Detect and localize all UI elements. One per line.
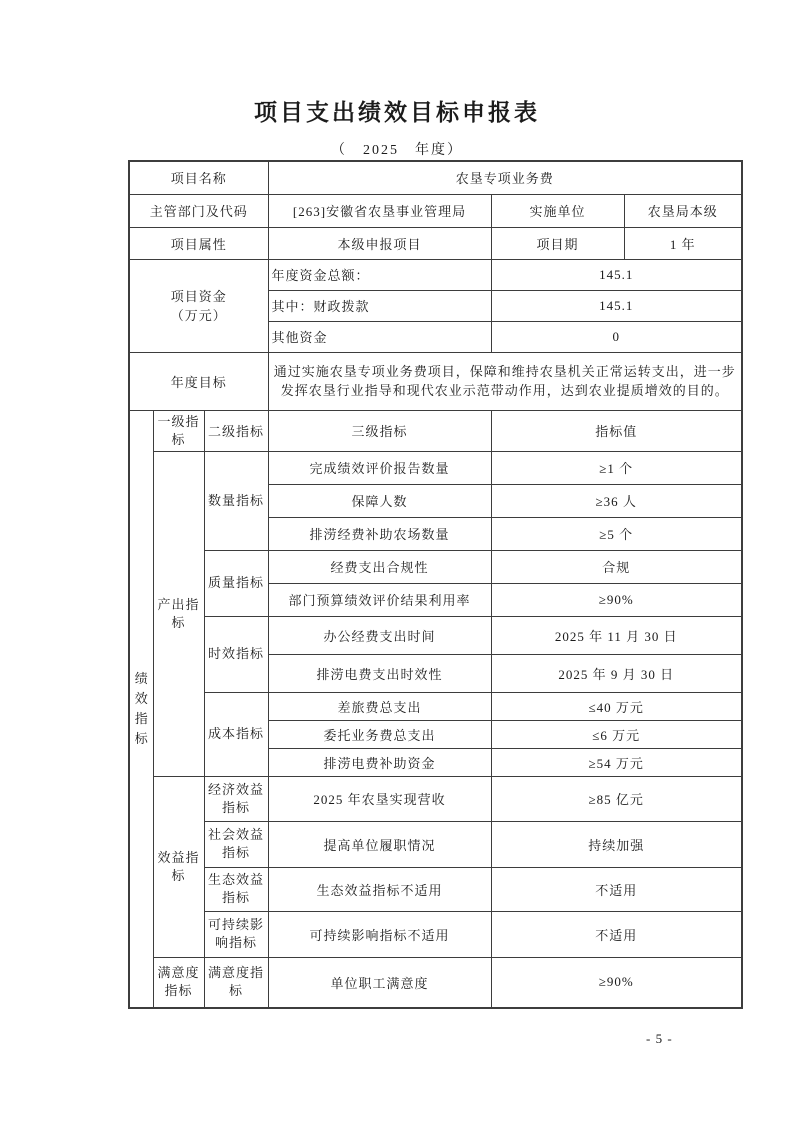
indicator-value: 2025 年 9 月 30 日 bbox=[491, 654, 742, 692]
indicator-value: ≤6 万元 bbox=[491, 720, 742, 748]
level2-quantity: 数量指标 bbox=[204, 451, 268, 550]
period-label: 项目期 bbox=[491, 227, 624, 259]
perf-indicator-side-label-text: 绩效指标 bbox=[134, 670, 148, 746]
table-row bbox=[129, 227, 742, 259]
indicator-name: 2025 年农垦实现营收 bbox=[268, 776, 491, 821]
attribute-value: 本级申报项目 bbox=[268, 227, 491, 259]
level2-sustainability: 可持续影响指标 bbox=[204, 911, 268, 957]
indicator-name: 排涝电费支出时效性 bbox=[268, 654, 491, 692]
attribute-label: 项目属性 bbox=[129, 227, 268, 259]
table-row bbox=[129, 776, 742, 821]
funds-other-value: 0 bbox=[491, 321, 742, 352]
indicator-name: 保障人数 bbox=[268, 484, 491, 517]
impl-unit-value: 农垦局本级 bbox=[624, 194, 742, 227]
indicator-name: 单位职工满意度 bbox=[268, 957, 491, 1008]
indicator-name: 经费支出合规性 bbox=[268, 550, 491, 583]
col-header-level3: 三级指标 bbox=[268, 410, 491, 451]
annual-goal-value: 通过实施农垦专项业务费项目，保障和维持农垦机关正常运转支出，进一步发挥农垦行业指导和现代农业示范带动作用，达到农业提质增效的目的。 bbox=[268, 352, 742, 410]
indicator-name: 部门预算绩效评价结果利用率 bbox=[268, 583, 491, 616]
col-header-level1: 一级指标 bbox=[153, 410, 204, 451]
indicator-name: 委托业务费总支出 bbox=[268, 720, 491, 748]
table-row bbox=[129, 161, 742, 194]
indicator-value: ≥36 人 bbox=[491, 484, 742, 517]
indicator-value: 合规 bbox=[491, 550, 742, 583]
funds-fiscal-label: 其中：财政拨款 bbox=[268, 290, 491, 321]
level2-ecological: 生态效益指标 bbox=[204, 867, 268, 911]
level2-satisfaction: 满意度指标 bbox=[204, 957, 268, 1008]
department-label: 主管部门及代码 bbox=[129, 194, 268, 227]
funds-total-label: 年度资金总额： bbox=[268, 259, 491, 290]
indicator-value: 不适用 bbox=[491, 911, 742, 957]
page-title: 项目支出绩效目标申报表 bbox=[254, 99, 540, 125]
level2-social: 社会效益指标 bbox=[204, 821, 268, 867]
funds-label bbox=[129, 259, 268, 352]
table-row bbox=[129, 352, 742, 410]
table-row bbox=[129, 410, 742, 451]
indicator-name: 生态效益指标不适用 bbox=[268, 867, 491, 911]
department-value: [263]安徽省农垦事业管理局 bbox=[268, 194, 491, 227]
level2-economic: 经济效益指标 bbox=[204, 776, 268, 821]
table-row bbox=[129, 194, 742, 227]
indicator-name: 差旅费总支出 bbox=[268, 692, 491, 720]
indicator-name: 提高单位履职情况 bbox=[268, 821, 491, 867]
indicator-value: ≤40 万元 bbox=[491, 692, 742, 720]
indicator-value: ≥90% bbox=[491, 957, 742, 1008]
project-name-value: 农垦专项业务费 bbox=[268, 161, 742, 194]
annual-goal-label: 年度目标 bbox=[129, 352, 268, 410]
col-header-level2: 二级指标 bbox=[204, 410, 268, 451]
perf-indicator-side-label bbox=[129, 410, 153, 1008]
page-number: - 5 - bbox=[646, 1031, 673, 1046]
table-row bbox=[129, 451, 742, 484]
table-row bbox=[129, 692, 742, 720]
indicator-name: 排涝经费补助农场数量 bbox=[268, 517, 491, 550]
level1-benefit: 效益指标 bbox=[153, 776, 204, 957]
indicator-value: 2025 年 11 月 30 日 bbox=[491, 616, 742, 654]
page-subtitle: （ 2025 年度） bbox=[331, 143, 463, 158]
table-row bbox=[129, 911, 742, 957]
indicator-name: 可持续影响指标不适用 bbox=[268, 911, 491, 957]
indicator-name: 办公经费支出时间 bbox=[268, 616, 491, 654]
level1-satisfaction: 满意度指标 bbox=[153, 957, 204, 1008]
indicator-value: ≥1 个 bbox=[491, 451, 742, 484]
indicator-value: ≥90% bbox=[491, 583, 742, 616]
indicator-value: 持续加强 bbox=[491, 821, 742, 867]
level2-quality: 质量指标 bbox=[204, 550, 268, 616]
level1-output: 产出指标 bbox=[153, 451, 204, 776]
level2-cost: 成本指标 bbox=[204, 692, 268, 776]
table-row bbox=[129, 550, 742, 583]
impl-unit-label: 实施单位 bbox=[491, 194, 624, 227]
table-row bbox=[129, 867, 742, 911]
period-value: 1 年 bbox=[624, 227, 742, 259]
indicator-value: ≥85 亿元 bbox=[491, 776, 742, 821]
indicator-name: 排涝电费补助资金 bbox=[268, 748, 491, 776]
funds-label-text: 项目资金（万元） bbox=[170, 288, 227, 323]
table-row bbox=[129, 616, 742, 654]
level2-timeliness: 时效指标 bbox=[204, 616, 268, 692]
project-name-label: 项目名称 bbox=[129, 161, 268, 194]
indicator-value: 不适用 bbox=[491, 867, 742, 911]
indicator-value: ≥5 个 bbox=[491, 517, 742, 550]
funds-other-label: 其他资金 bbox=[268, 321, 491, 352]
performance-target-table bbox=[128, 160, 743, 1009]
table-row bbox=[129, 821, 742, 867]
indicator-name: 完成绩效评价报告数量 bbox=[268, 451, 491, 484]
table-row bbox=[129, 957, 742, 1008]
funds-fiscal-value: 145.1 bbox=[491, 290, 742, 321]
table-row bbox=[129, 259, 742, 290]
funds-total-value: 145.1 bbox=[491, 259, 742, 290]
indicator-value: ≥54 万元 bbox=[491, 748, 742, 776]
col-header-value: 指标值 bbox=[491, 410, 742, 451]
